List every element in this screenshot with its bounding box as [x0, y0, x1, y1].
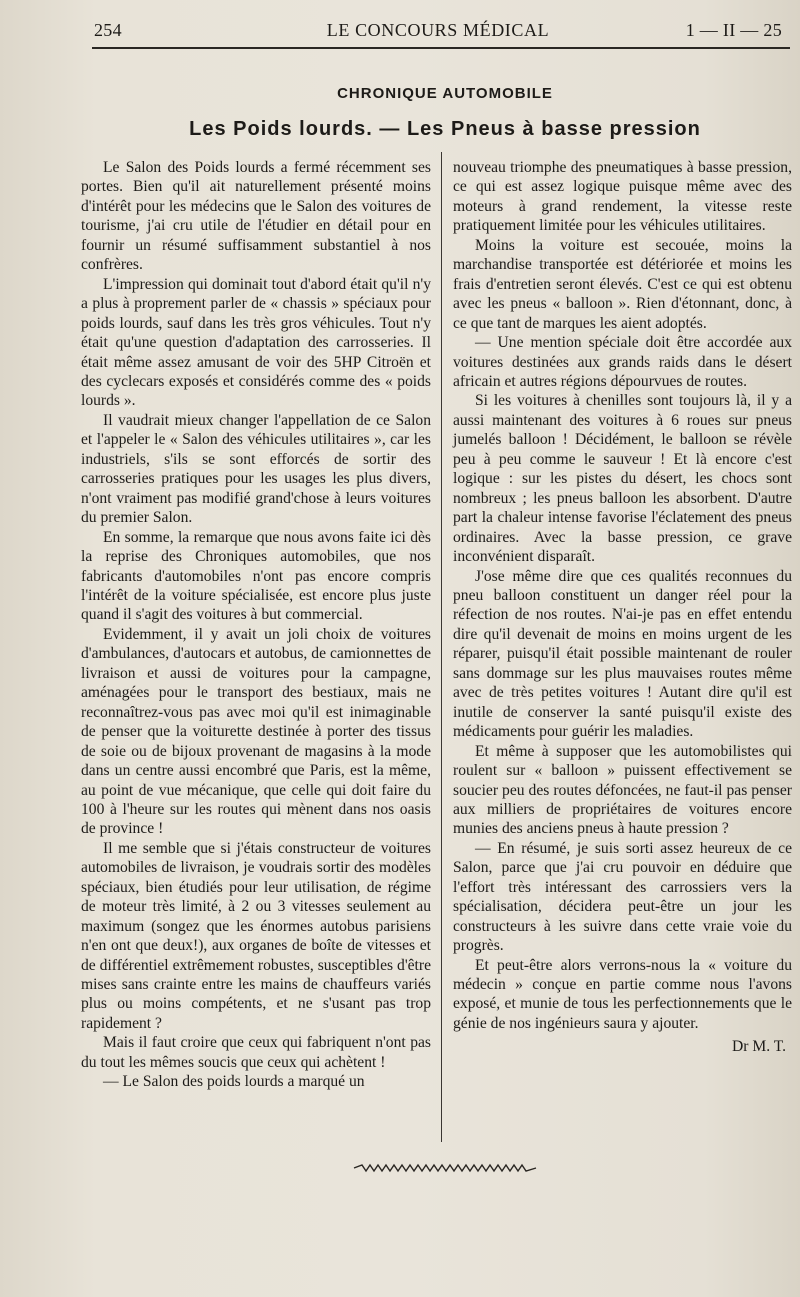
page-number: 254 — [94, 20, 122, 40]
article-headline: Les Poids lourds. — Les Pneus à basse pression — [189, 118, 701, 140]
paragraph: — Le Salon des poids lourds a marqué un — [103, 1073, 365, 1091]
paragraph: Le Salon des Poids lourds a fermé récemment ses portes. Bien qu'il ait naturellement présenté moins d'intérêt pour les médecins que le Salon des voitures de tourisme, j'ai cru utile de l'étudier en détail pour en fournir un résumé suffisamment substantiel à nos confrères. — [81, 159, 431, 274]
paragraph: Il vaudrait mieux changer l'appellation de ce Salon et l'appeler le « Salon des véhicules utilitaires », car les industriels, s'ils se sont efforcés de sortir des carrosseries pratiques pour les usages les plus divers, n'ont vraiment pas modifié grand'chose à leurs voitures du premier Salon. — [81, 411, 431, 527]
right-column — [453, 158, 792, 1057]
column-divider — [441, 152, 442, 1142]
paragraph: — En résumé, je suis sorti assez heureux de ce Salon, parce que j'ai cru pouvoir en déduire que l'effort très intéressant des carrossiers vers la spécialisation, décidera peut-être un jour les constructeurs à les suivre dans cette vraie voie du progrès. — [453, 839, 792, 955]
issue-date: 1 — II — 25 — [685, 20, 782, 40]
section-title: CHRONIQUE AUTOMOBILE — [337, 85, 553, 102]
paragraph: Evidemment, il y avait un joli choix de voitures d'ambulances, d'autocars et autobus, de camionnettes de livraison et aussi de voitures pour la campagne, aménagées pour le transport des bestiaux, mais ne reconnaîtrez-vous pas avec moi qu'il est inimaginable de penser que la voiturette destinée à porter des tissus de soie ou de bijoux provenant de magasins à la mode dans un centre aussi encombré que Paris, est la même, au point de vue mécanique, que celle qui doit faire du 100 à l'heure sur les routes qui mènent dans nos oasis de province ! — [81, 625, 431, 838]
paragraph: Mais il faut croire que ceux qui fabriquent n'ont pas du tout les mêmes soucis que ceux qui achètent ! — [81, 1034, 431, 1071]
journal-title: LE CONCOURS MÉDICAL — [326, 20, 550, 40]
paragraph: — Une mention spéciale doit être accordée aux voitures destinées aux grands raids dans le désert africain et autres régions dépourvues de routes. — [453, 334, 792, 390]
paragraph: Si les voitures à chenilles sont toujours là, il y a aussi maintenant des voitures à 6 roues sur pneus jumelés balloon ! Décidément, le balloon se révèle peu à peu comme le sauveur ! Et là encore c'est logique : sur les pistes du désert, les chocs sont nombreux ; les pneus balloon les absorbent. D'autre part la chaleur intense favorise l'éclatement des pneus ordinaires. Avec la basse pression, ce grave inconvénient disparaît. — [453, 392, 792, 566]
paragraph: J'ose même dire que ces qualités reconnues du pneu balloon constituent un danger réel pour la réfection de nos routes. N'ai-je pas en effet entendu dire qu'il devenait de moins en moins urgent de les réparer, puisqu'il était possible maintenant de rouler sans dommage sur les plus mauvaises routes même avec de très petites voitures ! Autant dire qu'il est inutile de conserver la santé puisqu'il existe des médicaments pour guérir les maladies. — [453, 567, 792, 741]
author-signature — [453, 1037, 792, 1056]
paragraph: nouveau triomphe des pneumatiques à basse pression, ce qui est assez logique puisque même avec des moteurs à grand rendement, la vitesse reste pratiquement limitée pour les véhicules utilitaires. — [453, 159, 792, 235]
header-rule — [92, 47, 790, 49]
paragraph: Et peut-être alors verrons-nous la « voiture du médecin » conçue en partie comme nous l'avons exposé, et munie de tous les perfectionnements que le génie de nos ingénieurs saura y ajouter. — [453, 956, 792, 1032]
end-ornament — [352, 1163, 538, 1173]
paragraph: En somme, la remarque que nous avons faite ici dès la reprise des Chroniques automobiles, que nos fabricants d'automobiles n'ont pas encore compris l'intérêt de la voiture spécialisée, est encore plus juste quand il s'agit des voitures à but commercial. — [81, 528, 431, 624]
left-column — [81, 158, 431, 1092]
paragraph: Il me semble que si j'étais constructeur de voitures automobiles de livraison, je voudrais sortir des modèles spéciaux, bien étudiés pour leur utilisation, de régime de moteur très limité, à 2 ou 3 vitesses seulement au maximum (songez que les énormes autobus parisiens n'en ont que deux!), aux organes de boîte de vitesses et de différentiel extrêmement robustes, susceptibles d'être mises sans crainte entre les mains de chauffeurs variés plus ou moins compétents, et ne s'usant pas trop rapidement ? — [81, 839, 431, 1032]
running-header — [94, 20, 782, 46]
paragraph: Et même à supposer que les automobilistes qui roulent sur « balloon » puissent effectivement se soucier peu des routes défoncées, ne faut-il pas penser aux milliers de propriétaires de voitures encore munies des anciens pneus à haute pression ? — [453, 742, 792, 838]
paragraph: L'impression qui dominait tout d'abord était qu'il n'y a plus à proprement parler de « chassis » spéciaux pour poids lourds, sauf dans les très gros véhicules. Tout n'y était qu'une question d'adaptation des carrosseries. Il était même assez amusant de voir des 5HP Citroën et des cyclecars exposés et considérés comme des « poids lourds ». — [81, 275, 431, 410]
signature-text: Dr M. T. — [732, 1038, 786, 1056]
paragraph: Moins la voiture est secouée, moins la marchandise transportée est détériorée et moins les frais d'entretien seront élevés. C'est ce qui est obtenu avec les pneus « balloon ». Rien d'étonnant, donc, à ce que tant de marques les aient adoptés. — [453, 236, 792, 332]
